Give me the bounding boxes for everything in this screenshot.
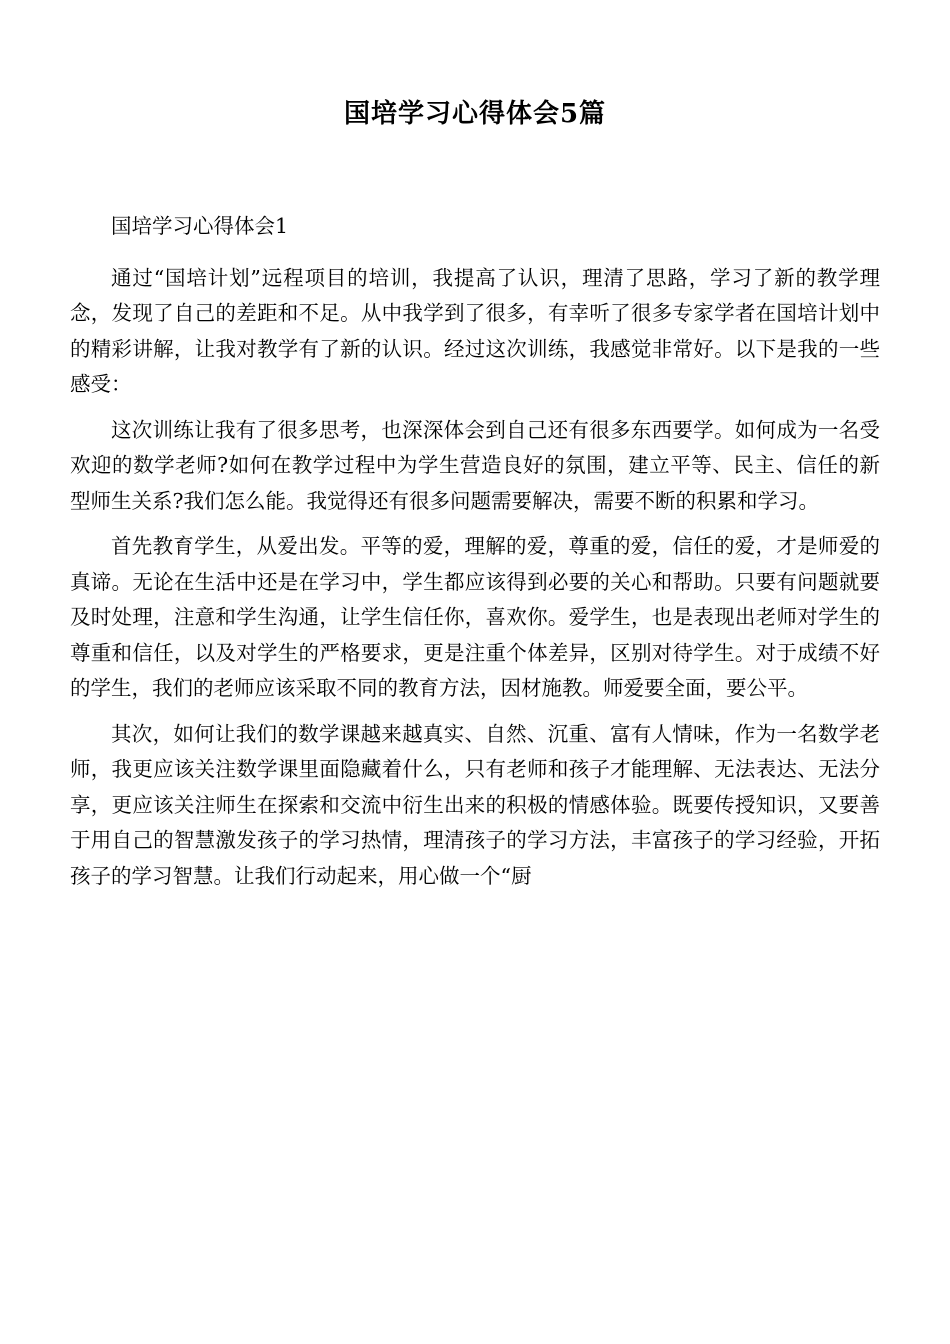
- paragraph: 其次，如何让我们的数学课越来越真实、自然、沉重、富有人情味，作为一名数学老师，我更应该关注数学课里面隐藏着什么，只有老师和孩子才能理解、无法表达、无法分享，更应该关注师生在探索和交流中衍生出来的积极的情感体验。既要传授知识，又要善于用自己的智慧激发孩子的学习热情，理清孩子的学习方法，丰富孩子的学习经验，开拓孩子的学习智慧。让我们行动起来，用心做一个“厨: [70, 721, 880, 888]
- section-heading: 国培学习心得体会1: [111, 214, 289, 238]
- document-body: [70, 209, 880, 904]
- paragraph: 首先教育学生，从爱出发。平等的爱，理解的爱，尊重的爱，信任的爱，才是师爱的真谛。无论在生活中还是在学习中，学生都应该得到必要的关心和帮助。只要有问题就要及时处理，注意和学生沟通，让学生信任你，喜欢你。爱学生，也是表现出老师对学生的尊重和信任，以及对学生的严格要求，更是注重个体差异，区别对待学生。对于成绩不好的学生，我们的老师应该采取不同的教育方法，因材施教。师爱要全面，要公平。: [70, 534, 880, 700]
- document-title: 国培学习心得体会5篇: [343, 99, 607, 129]
- paragraph: 通过“国培计划”远程项目的培训，我提高了认识，理清了思路，学习了新的教学理念，发现了自己的差距和不足。从中我学到了很多，有幸听了很多专家学者在国培计划中的精彩讲解，让我对教学有了新的认识。经过这次训练，我感觉非常好。以下是我的一些感受：: [70, 265, 880, 396]
- paragraph: 这次训练让我有了很多思考，也深深体会到自己还有很多东西要学。如何成为一名受欢迎的数学老师?如何在教学过程中为学生营造良好的氛围，建立平等、民主、信任的新型师生关系?我们怎么能。我觉得还有很多问题需要解决，需要不断的积累和学习。: [70, 417, 880, 513]
